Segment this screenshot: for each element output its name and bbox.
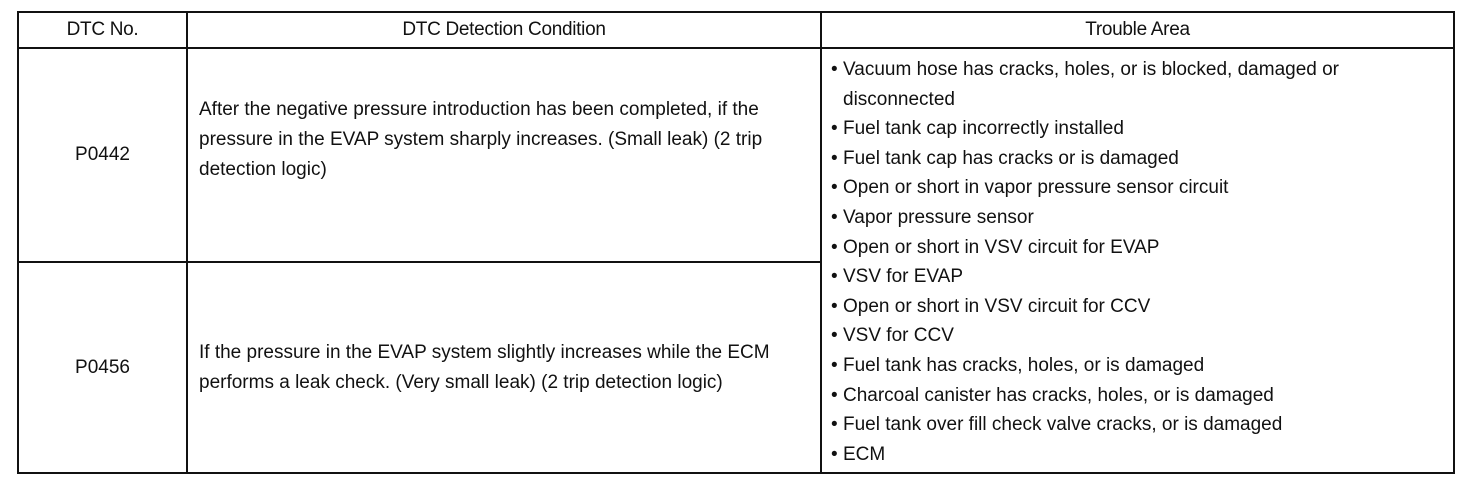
list-item: • Charcoal canister has cracks, holes, or is damaged: [831, 381, 1443, 411]
table-header-row: [18, 12, 1454, 48]
header-trouble-area: Trouble Area: [821, 12, 1454, 48]
table-row: [18, 48, 1454, 262]
dtc-code-cell: P0456: [18, 262, 187, 473]
list-item: • ECM: [831, 440, 1443, 470]
header-dtc-no: DTC No.: [18, 12, 187, 48]
list-item: • Fuel tank cap has cracks or is damaged: [831, 144, 1443, 174]
detection-condition-cell: After the negative pressure introduction has been completed, if the pressure in the EVAP system sharply increases. (Small leak) (2 trip detection logic): [187, 48, 821, 262]
header-detection-condition: DTC Detection Condition: [187, 12, 821, 48]
list-item: • VSV for EVAP: [831, 262, 1443, 292]
list-item: • Fuel tank over fill check valve cracks, or is damaged: [831, 410, 1443, 440]
detection-condition-cell: If the pressure in the EVAP system slightly increases while the ECM performs a leak check. (Very small leak) (2 trip detection logic): [187, 262, 821, 473]
list-item: • VSV for CCV: [831, 321, 1443, 351]
list-item: • Vacuum hose has cracks, holes, or is blocked, damaged or disconnected: [831, 55, 1443, 114]
trouble-area-list: [831, 55, 1443, 469]
trouble-area-cell: [821, 48, 1454, 473]
list-item: • Open or short in vapor pressure sensor circuit: [831, 173, 1443, 203]
list-item: • Vapor pressure sensor: [831, 203, 1443, 233]
dtc-code-cell: P0442: [18, 48, 187, 262]
dtc-table: [17, 11, 1455, 474]
list-item: • Open or short in VSV circuit for CCV: [831, 292, 1443, 322]
list-item: • Open or short in VSV circuit for EVAP: [831, 233, 1443, 263]
list-item: • Fuel tank cap incorrectly installed: [831, 114, 1443, 144]
list-item: • Fuel tank has cracks, holes, or is damaged: [831, 351, 1443, 381]
